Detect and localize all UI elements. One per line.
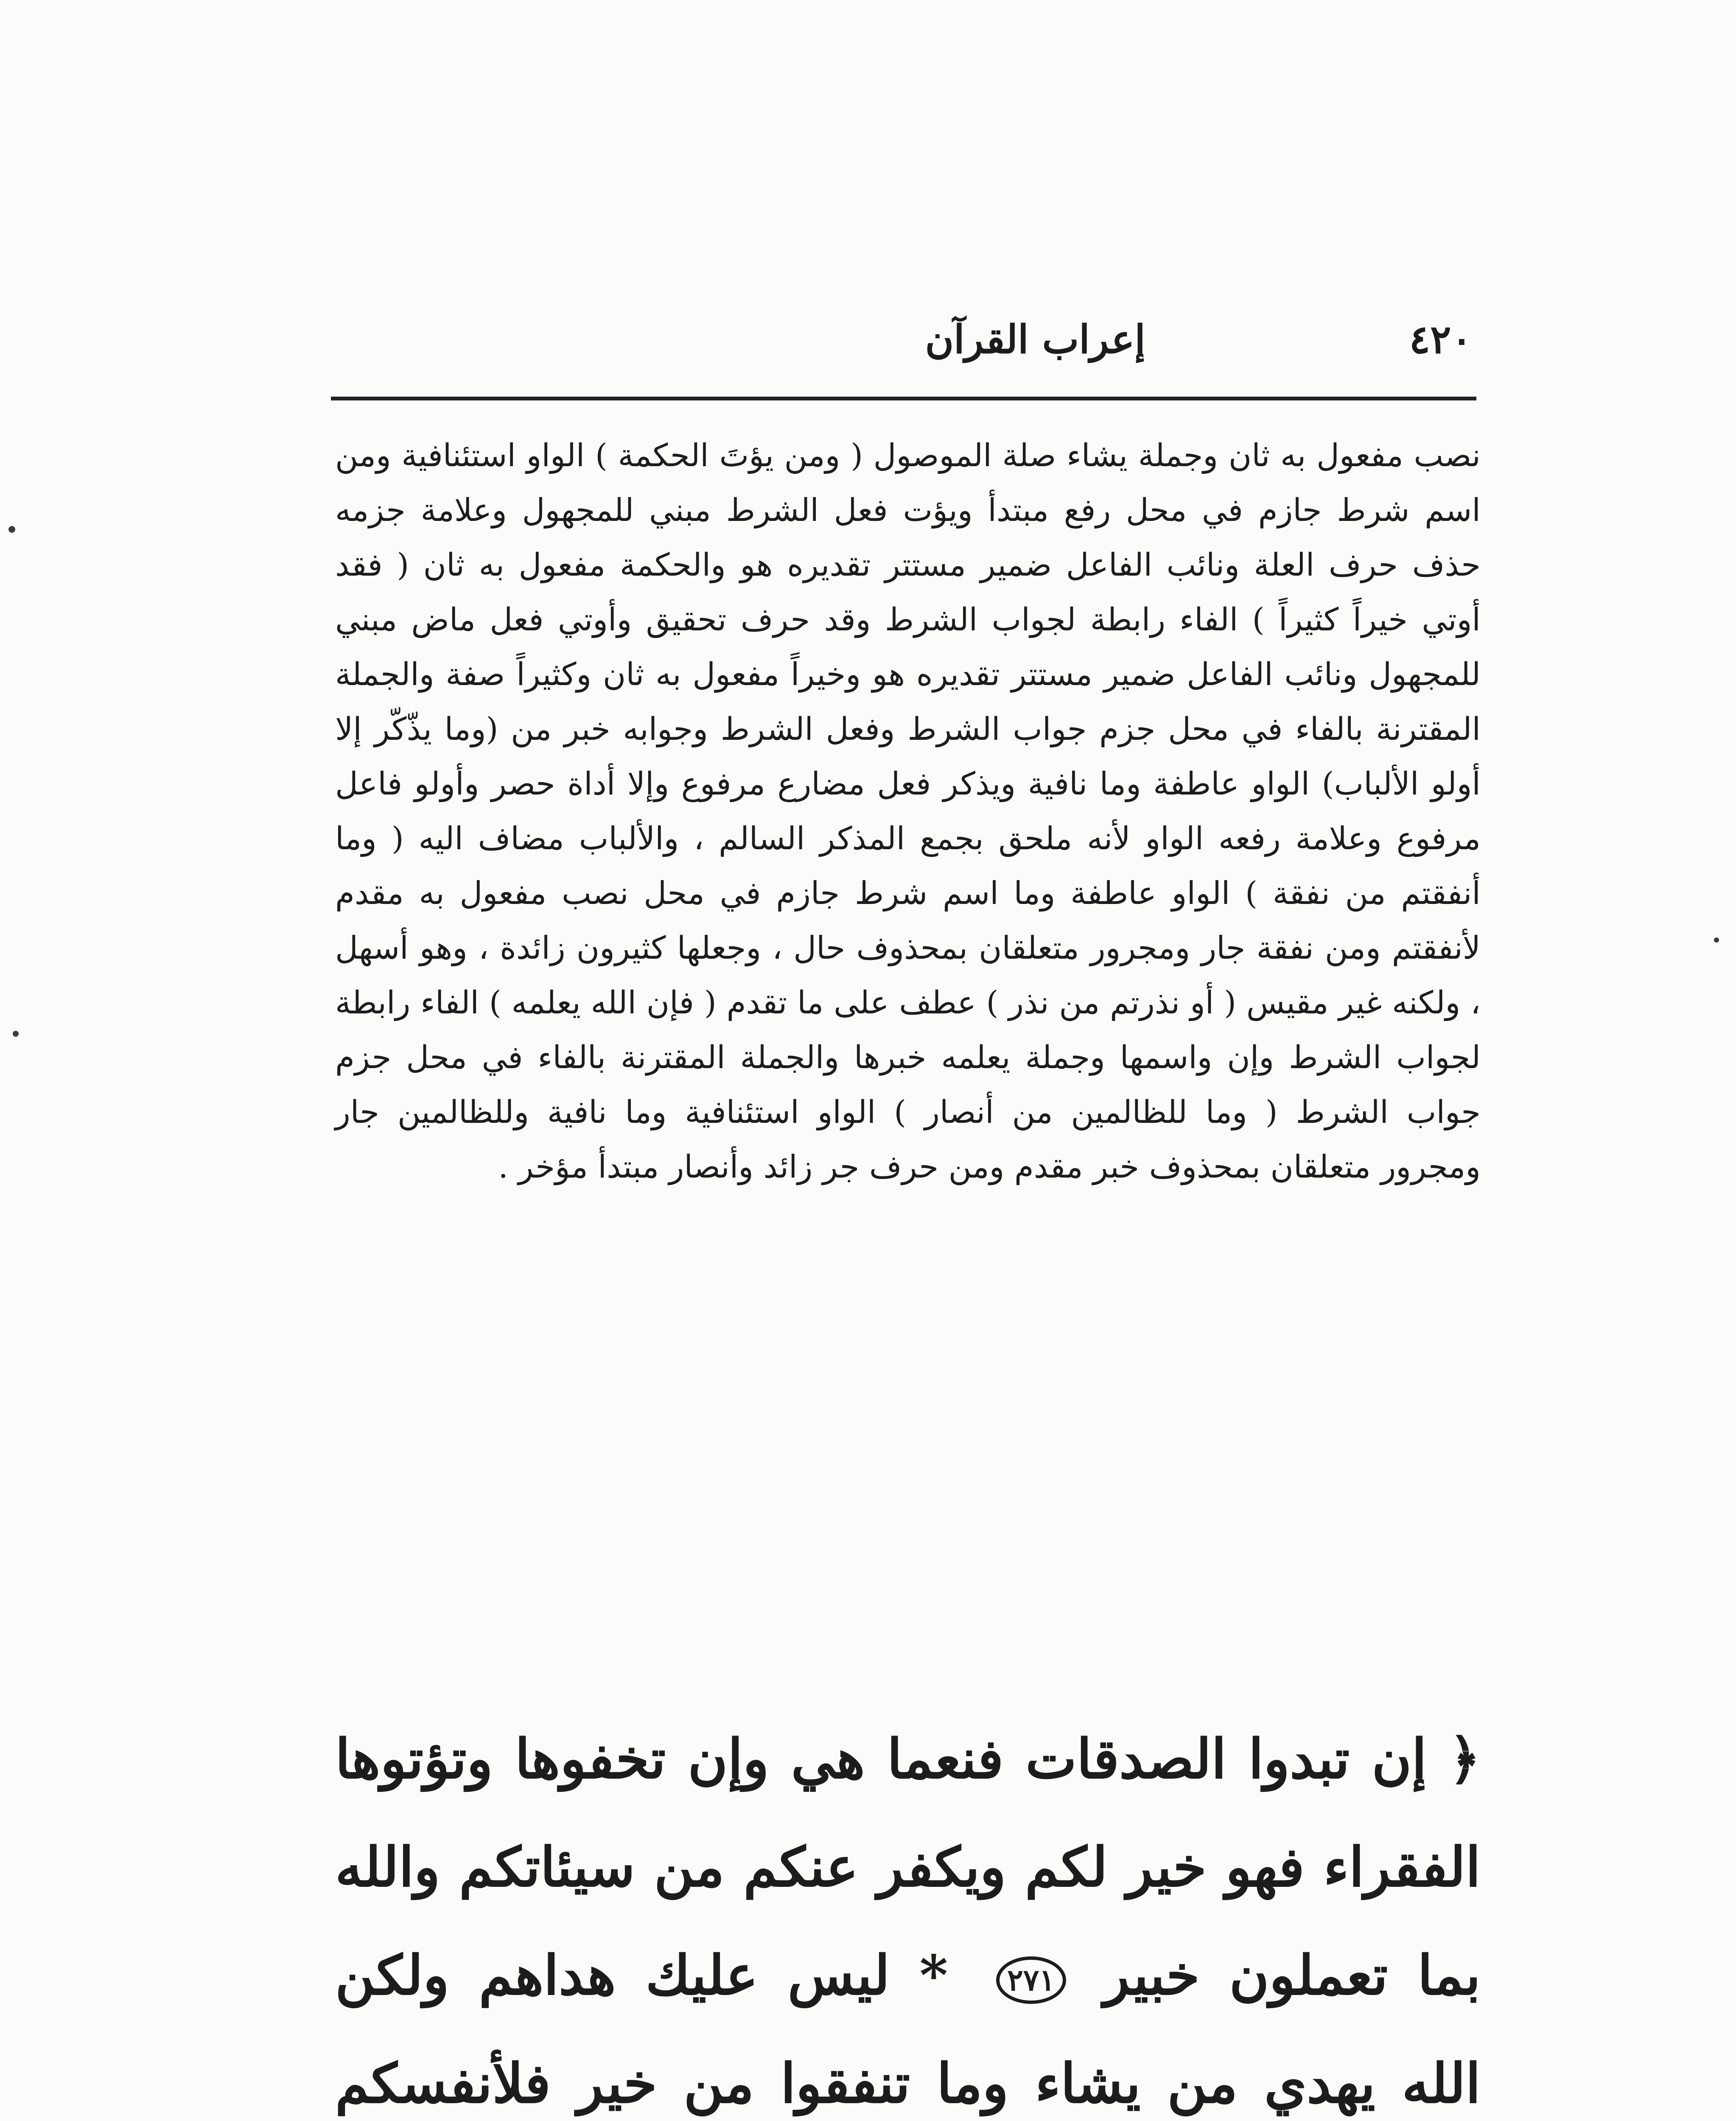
page-number: ٤٢٠ bbox=[1409, 316, 1472, 362]
commentary-paragraph: نصب مفعول به ثان وجملة يشاء صلة الموصول ( ومن يؤتَ الحكمة ) الواو استئنافية ومن اسم شرط جازم في محل رفع مبتدأ ويؤت فعل الشرط مبني للمجهول وعلامة جزمه حذف حرف العلة ونائب الفاعل ضمير مستتر تقديره هو والحكمة مفعول به ثان ( فقد أوتي خيراً كثيراً ) الفاء رابطة لجواب الشرط وقد حرف تحقيق وأوتي فعل ماض مبني للمجهول ونائب الفاعل ضمير مستتر تقديره هو وخيراً مفعول به ثان وكثيراً صفة والجملة المقترنة بالفاء في محل جزم جواب الشرط وفعل الشرط وجوابه خبر من (وما يذّكّر إلا أولو الألباب) الواو عاطفة وما نافية ويذكر فعل مضارع مرفوع وإلا أداة حصر وأولو فاعل مرفوع وعلامة رفعه الواو لأنه ملحق بجمع المذكر السالم ، والألباب مضاف اليه ( وما أنفقتم من نفقة ) الواو عاطفة وما اسم شرط جازم في محل نصب مفعول به مقدم لأنفقتم ومن نفقة جار ومجرور متعلقان بمحذوف حال ، وجعلها كثيرون زائدة ، وهو أسهل ، ولكنه غير مقيس ( أو نذرتم من نذر ) عطف على ما تقدم ( فإن الله يعلمه ) الفاء رابطة لجواب الشرط وإن واسمها وجملة يعلمه خبرها والجملة المقترنة بالفاء في محل جزم جواب الشرط ( وما للظالمين من أنصار ) الواو استئنافية وما نافية وللظالمين جار ومجرور متعلقان بمحذوف خبر مقدم ومن حرف جر زائد وأنصار مبتدأ مؤخر . bbox=[335, 437, 1481, 1185]
running-title: إعراب القرآن bbox=[925, 316, 1145, 362]
verse-271-text: إن تبدوا الصدقات فنعما هي وإن تخفوها وتؤتوها الفقراء فهو خير لكم ويكفر عنكم من سيئاتكم والله بما تعملون خبير bbox=[335, 1727, 1481, 2007]
commentary-text bbox=[335, 428, 1481, 1195]
verse-separator-asterisk: * bbox=[919, 1944, 948, 2007]
page-header bbox=[331, 310, 1472, 382]
quran-verse-text bbox=[335, 1705, 1481, 2121]
quran-verses bbox=[335, 1705, 1481, 2121]
verse-number-marker: ٢٧١ bbox=[996, 1956, 1066, 2004]
verse-272-text: ليس عليك هداهم ولكن الله يهدي من يشاء وما تنفقوا من خير فلأنفسكم bbox=[335, 1944, 1481, 2115]
scan-speck bbox=[13, 1031, 19, 1037]
ornate-bracket: ﴿ bbox=[1449, 1727, 1481, 1791]
header-divider bbox=[331, 397, 1476, 400]
scan-speck bbox=[1714, 937, 1719, 943]
scan-speck bbox=[8, 526, 15, 533]
